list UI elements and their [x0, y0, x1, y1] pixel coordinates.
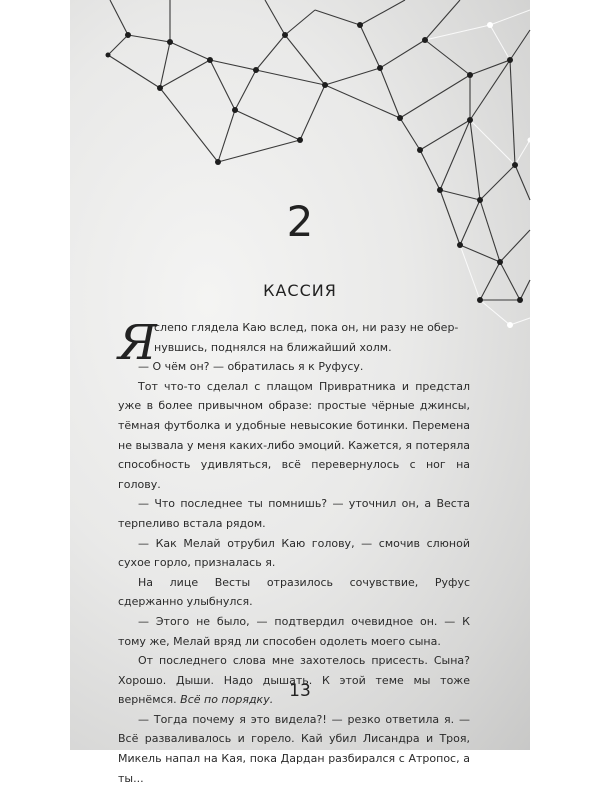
paragraph: — Этого не было, — подтвердил очевидное он. — К тому же, Мелай вряд ли способен одолеть моего сына. [118, 614, 470, 648]
first-paragraph-line-1: слепо глядела Каю вслед, пока он, ни разу не обер- [154, 321, 459, 334]
italic-phrase: Всё по порядку. [180, 693, 274, 707]
drop-cap: Я [118, 315, 157, 371]
paragraph: — Тогда почему я это видела?! — резко ответила я. — Всё разваливалось и горело. Кай убил Лисандра и Троя, Микель напал на Кая, пока Дардан разбирался с Атропос, а ты... [118, 712, 470, 785]
book-page [70, 0, 530, 785]
paragraph-text: От последнего слова мне захотелось присесть. Сына? Хорошо. Дыши. Надо дышать. К этой теме мы тоже вернёмся. [118, 654, 470, 707]
paragraph: — Как Мелай отрубил Каю голову, — смочив слюной сухое горло, призналась я. [118, 536, 470, 570]
chapter-body [118, 315, 470, 788]
page-number: 13 [289, 681, 311, 701]
first-paragraph-line-2: нувшись, поднялся на ближайший холм. [154, 340, 392, 354]
paragraph: На лице Весты отразилось сочувствие, Руфус сдержанно улыбнулся. [118, 575, 470, 609]
chapter-number: 2 [286, 197, 314, 246]
paragraph: — О чём он? — обратилась я к Руфусу. [138, 360, 364, 374]
chapter-title: КАССИЯ [263, 281, 337, 300]
paragraph: — Что последнее ты помнишь? — уточнил он, а Веста терпеливо встала рядом. [118, 497, 470, 530]
paragraph: Тот что-то сделал с плащом Привратника и предстал уже в более привычном образе: простые чёрные джинсы, тёмная футболка и удобные невысокие ботинки. Перемена не вызвала у меня каких-либо эмоций. Кажется, я потеряла способность удивляться, всё перевернулось с ног на голову. [118, 379, 470, 491]
